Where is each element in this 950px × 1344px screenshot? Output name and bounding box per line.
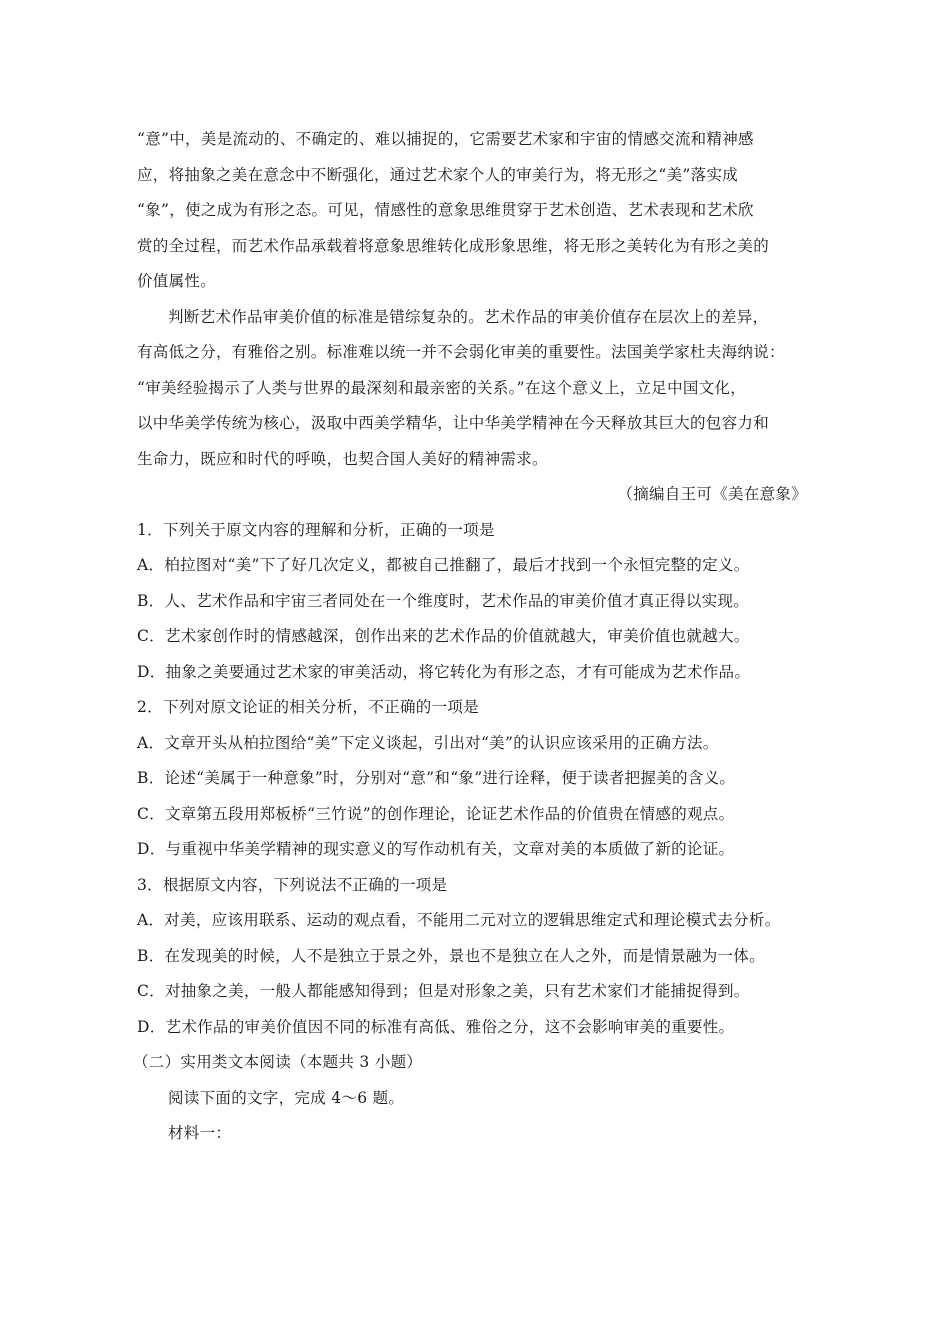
- passage-line: “象”，使之成为有形之态。可见，情感性的意象思维贯穿于艺术创造、艺术表现和艺术欣: [137, 201, 754, 219]
- answer-option: D．与重视中华美学精神的现实意义的写作动机有关，文章对美的本质做了新的论证。: [137, 840, 735, 858]
- passage-line: 价值属性。: [137, 272, 217, 290]
- answer-option: C．对抽象之美，一般人都能感知得到；但是对形象之美，只有艺术家们才能捕捉得到。: [137, 982, 750, 1000]
- question-2: [137, 690, 817, 868]
- section-heading: （二）实用类文本阅读（本题共 3 小题）: [133, 1053, 423, 1071]
- answer-option: A．文章开头从柏拉图给“美”下定义谈起，引出对“美”的认识应该采用的正确方法。: [137, 733, 719, 752]
- passage-line: 以中华美学传统为核心，汲取中西美学精华，让中华美学精神在今天释放其巨大的包容力和: [137, 414, 770, 432]
- answer-option: B．论述“美属于一种意象”时，分别对“意”和“象”进行诠释，便于读者把握美的含义。: [137, 769, 736, 787]
- passage-line: 赏的全过程，而艺术作品承载着将意象思维转化成形象思维，将无形之美转化为有形之美的: [137, 236, 770, 255]
- answer-option: D．艺术作品的审美价值因不同的标准有高低、雅俗之分，这不会影响审美的重要性。: [137, 1017, 735, 1036]
- answer-option: C．文章第五段用郑板桥“三竹说”的创作理论，论证艺术作品的价值贵在情感的观点。: [137, 804, 735, 823]
- document-content: [133, 122, 817, 1152]
- passage-paragraph-2: [137, 300, 817, 478]
- answer-option: D．抽象之美要通过艺术家的审美活动，将它转化为有形之态，才有可能成为艺术作品。: [137, 662, 751, 681]
- passage-line: “意”中，美是流动的、不确定的、难以捕捉的，它需要艺术家和宇宙的情感交流和精神感: [137, 130, 754, 148]
- passage-line: 判断艺术作品审美价值的标准是错综复杂的。艺术作品的审美价值存在层次上的差异，: [168, 307, 769, 326]
- passage-line: 有高低之分，有雅俗之别。标准难以统一并不会弱化审美的重要性。法国美学家杜夫海纳说：: [137, 343, 785, 361]
- answer-option: A．对美，应该用联系、运动的观点看，不能用二元对立的逻辑思维定式和理论模式去分析。: [137, 911, 781, 929]
- passage-paragraph-1: [137, 122, 817, 300]
- passage-line: 生命力，既应和时代的呼唤，也契合国人美好的精神需求。: [137, 449, 548, 468]
- passage-source: （摘编自王可《美在意象》: [617, 485, 807, 503]
- question-stem: 2．下列对原文论证的相关分析，不正确的一项是: [137, 698, 479, 716]
- answer-option: B．人、艺术作品和宇宙三者同处在一个维度时，艺术作品的审美价值才真正得以实现。: [137, 591, 750, 610]
- question-stem: 1．下列关于原文内容的理解和分析，正确的一项是: [137, 520, 495, 539]
- answer-option: C．艺术家创作时的情感越深，创作出来的艺术作品的价值就越大，审美价值也就越大。: [137, 627, 750, 645]
- passage-line: 应，将抽象之美在意念中不断强化，通过艺术家个人的审美行为，将无形之“美”落实成: [137, 165, 739, 184]
- answer-option: A．柏拉图对“美”下了好几次定义，都被自己推翻了，最后才找到一个永恒完整的定义。: [137, 556, 750, 574]
- question-3: [137, 868, 817, 1046]
- section-2: [133, 1045, 817, 1152]
- section-instruction: 阅读下面的文字，完成 4～6 题。: [168, 1088, 405, 1107]
- answer-option: B．在发现美的时候，人不是独立于景之外，景也不是独立在人之外，而是情景融为一体。: [137, 946, 765, 965]
- passage-line: “审美经验揭示了人类与世界的最深刻和最亲密的关系。”在这个意义上，立足中国文化，: [137, 378, 747, 397]
- question-stem: 3．根据原文内容，下列说法不正确的一项是: [137, 875, 448, 894]
- question-1: [137, 513, 817, 691]
- material-label: 材料一：: [168, 1124, 232, 1142]
